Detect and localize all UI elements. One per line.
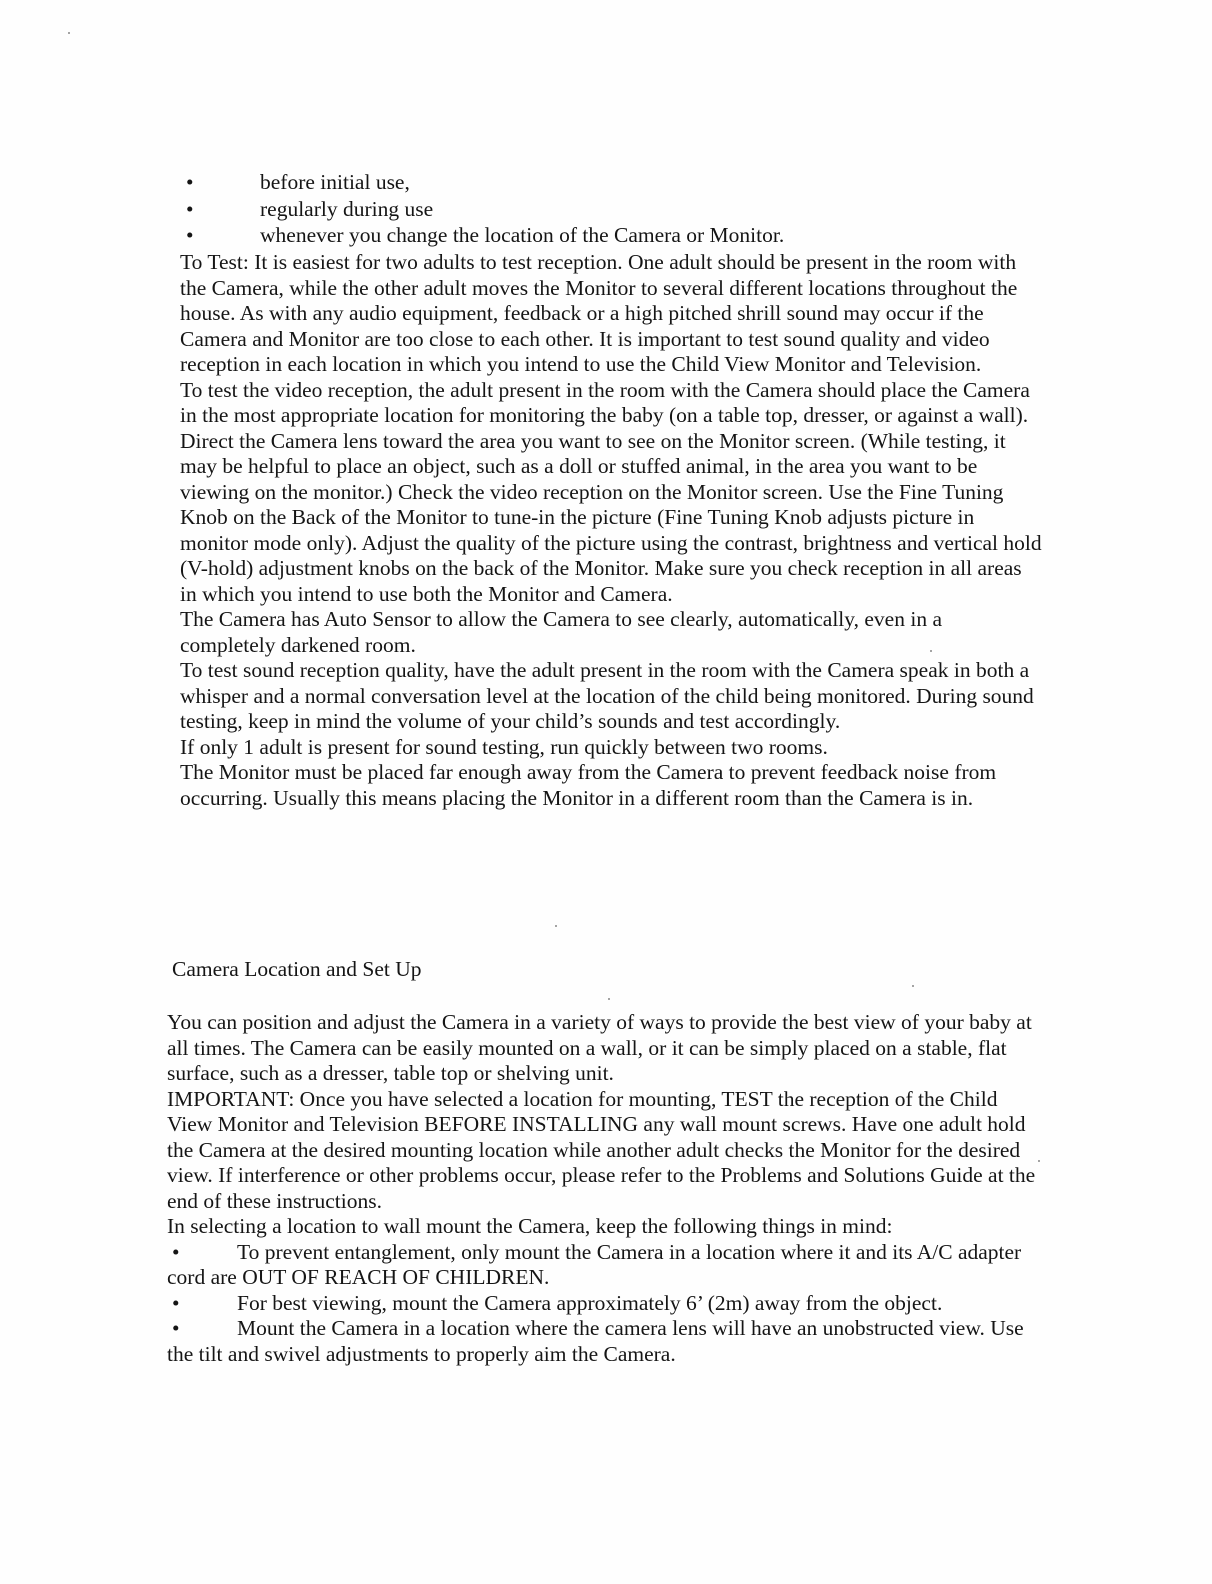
scan-speck	[930, 650, 932, 652]
bullet-marker: •	[172, 1290, 180, 1315]
list-item-text: For best viewing, mount the Camera approximately 6’ (2m) away from the object.	[237, 1290, 943, 1315]
paragraph-sound-reception: To test sound reception quality, have the adult present in the room with the Camera speak in both a whisper and a normal conversation level at the location of the child being monitored. During sound testing, keep in mind the volume of your child’s sounds and test accordingly.	[180, 658, 1034, 733]
paragraph-position: You can position and adjust the Camera in a variety of ways to provide the best view of your baby at all times. The Camera can be easily mounted on a wall, or it can be simply placed on a stable, flat surface, such as a dresser, table top or shelving unit.	[167, 1010, 1032, 1085]
scan-speck	[1038, 1160, 1040, 1162]
paragraph-feedback: The Monitor must be placed far enough away from the Camera to prevent feedback noise from occurring. Usually this means placing the Monitor in a different room than the Camera is in.	[180, 760, 997, 810]
list-item	[167, 1291, 1037, 1317]
list-item-text: whenever you change the location of the Camera or Monitor.	[260, 223, 785, 247]
paragraph-to-test: To Test: It is easiest for two adults to test reception. One adult should be present in the room with the Camera, while the other adult moves the Monitor to several different locations throughout the house. As with any audio equipment, feedback or a high pitched shrill sound may occur if the Camera and Monitor are too close to each other. It is important to test sound quality and video reception in each location in which you intend to use the Child View Monitor and Television.	[180, 250, 1018, 376]
scan-speck	[608, 998, 610, 1000]
list-item	[180, 223, 1050, 249]
bullet-marker: •	[172, 1316, 180, 1340]
paragraph-important: IMPORTANT: Once you have selected a location for mounting, TEST the reception of the Child View Monitor and Television BEFORE INSTALLING any wall mount screws. Have one adult hold the Camera at the desired mounting location while another adult checks the Monitor for the desired view. If interference or other problems occur, please refer to the Problems and Solutions Guide at the end of these instructions.	[167, 1086, 1036, 1213]
testing-section	[180, 250, 1042, 811]
paragraph-auto-sensor: The Camera has Auto Sensor to allow the Camera to see clearly, automatically, even in a completely darkened room.	[180, 607, 942, 657]
bullet-marker: •	[172, 1239, 180, 1264]
scan-speck	[555, 925, 557, 927]
list-item	[180, 197, 1050, 223]
paragraph-one-adult: If only 1 adult is present for sound testing, run quickly between two rooms.	[180, 734, 828, 759]
list-item-text: regularly during use	[260, 196, 434, 221]
location-section	[167, 1010, 1037, 1367]
list-item	[180, 170, 1050, 196]
list-item	[167, 1240, 1037, 1291]
paragraph-selecting: In selecting a location to wall mount the Camera, keep the following things in mind:	[167, 1214, 893, 1238]
scan-speck	[68, 32, 70, 34]
scan-speck	[912, 985, 914, 987]
bullet-marker: •	[186, 223, 194, 247]
paragraph-video-reception: To test the video reception, the adult present in the room with the Camera should place the Camera in the most appropriate location for monitoring the baby (on a table top, dresser, or against a wall). Direct the Camera lens toward the area you want to see on the Monitor screen. (While testing, it may be helpful to place an object, such as a doll or stuffed animal, in the area you want to be viewing on the monitor.) Check the video reception on the Monitor screen. Use the Fine Tuning Knob on the Back of the Monitor to tune-in the picture (Fine Tuning Knob adjusts picture in monitor mode only). Adjust the quality of the picture using the contrast, brightness and vertical hold (V-hold) adjustment knobs on the back of the Monitor. Make sure you check reception in all areas in which you intend to use both the Monitor and Camera.	[180, 377, 1042, 606]
bullet-marker: •	[186, 170, 194, 194]
bullet-marker: •	[186, 196, 194, 221]
list-item-text: Mount the Camera in a location where the camera lens will have an unobstructed view. Use the tilt and swivel adjustments to properly aim the Camera.	[167, 1316, 1024, 1366]
section-heading-block	[172, 957, 1042, 983]
intro-bullet-list	[180, 170, 1050, 249]
list-item	[167, 1316, 1037, 1367]
section-heading: Camera Location and Set Up	[172, 957, 422, 981]
list-item-text: before initial use,	[260, 170, 410, 194]
list-item-text: To prevent entanglement, only mount the Camera in a location where it and its A/C adapter cord are OUT OF REACH OF CHILDREN.	[167, 1239, 1022, 1289]
